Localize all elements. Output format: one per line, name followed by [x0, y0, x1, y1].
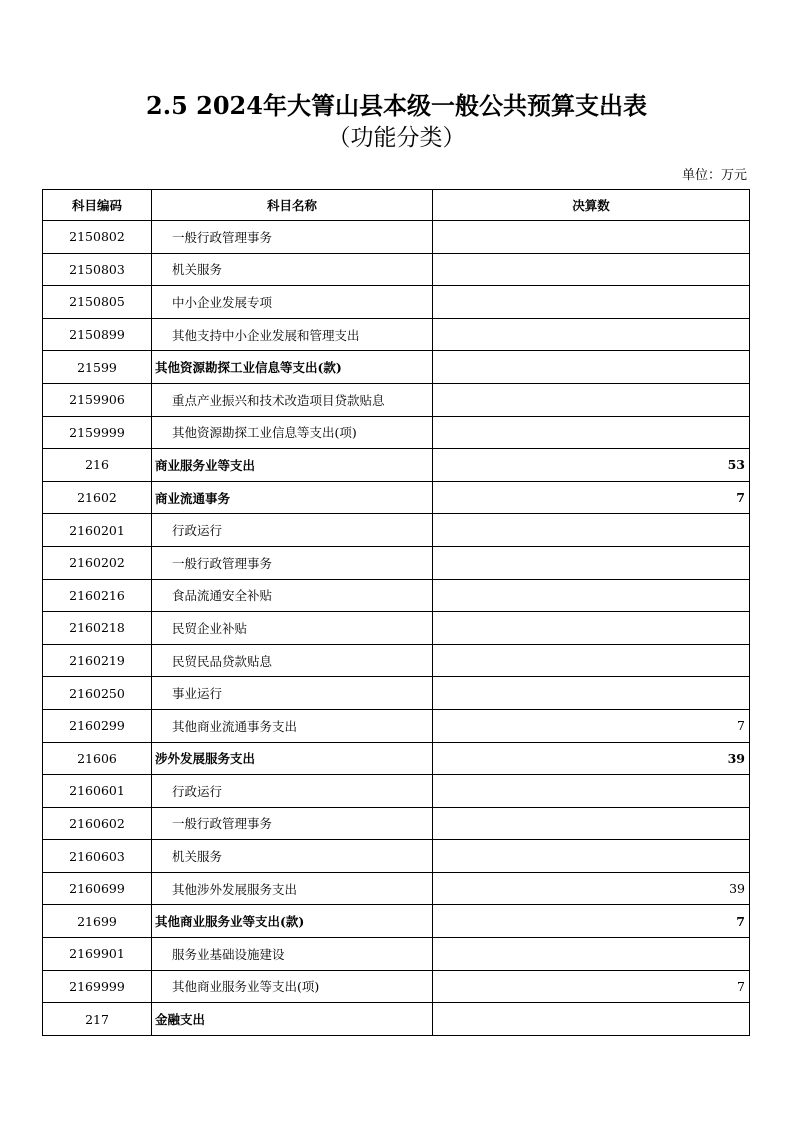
- table-row: [43, 286, 750, 319]
- amount-cell: [433, 383, 750, 416]
- name-cell: 商业流通事务: [152, 481, 433, 514]
- amount-cell: [433, 253, 750, 286]
- name-cell: 行政运行: [152, 775, 433, 808]
- name-cell: 食品流通安全补贴: [152, 579, 433, 612]
- amount-cell: 39: [433, 872, 750, 905]
- amount-cell: [433, 677, 750, 710]
- name-cell: 其他商业服务业等支出(项): [152, 970, 433, 1003]
- table-row: [43, 579, 750, 612]
- unit-label: 单位：万元: [681, 168, 747, 183]
- table-row: [43, 318, 750, 351]
- code-cell: 21606: [43, 742, 152, 775]
- amount-cell: [433, 221, 750, 254]
- amount-cell: [433, 514, 750, 547]
- code-cell: 2150805: [43, 286, 152, 319]
- amount-cell: [433, 318, 750, 351]
- name-cell: 金融支出: [152, 1003, 433, 1036]
- code-cell: 2160202: [43, 546, 152, 579]
- table-row: [43, 481, 750, 514]
- name-cell: 商业服务业等支出: [152, 449, 433, 482]
- code-cell: 216: [43, 449, 152, 482]
- table-row: [43, 253, 750, 286]
- code-cell: 21599: [43, 351, 152, 384]
- name-cell: 行政运行: [152, 514, 433, 547]
- amount-cell: 7: [433, 481, 750, 514]
- code-cell: 2159906: [43, 383, 152, 416]
- code-cell: 2160250: [43, 677, 152, 710]
- table-row: [43, 677, 750, 710]
- table-row: [43, 1003, 750, 1036]
- table-row: [43, 905, 750, 938]
- code-cell: 2160699: [43, 872, 152, 905]
- header-amount: 决算数: [433, 190, 750, 221]
- name-cell: 其他涉外发展服务支出: [152, 872, 433, 905]
- name-cell: 涉外发展服务支出: [152, 742, 433, 775]
- table-row: [43, 546, 750, 579]
- amount-cell: [433, 807, 750, 840]
- table-row: [43, 872, 750, 905]
- amount-cell: [433, 775, 750, 808]
- table-row: [43, 644, 750, 677]
- code-cell: 2169901: [43, 938, 152, 971]
- budget-table: [42, 189, 750, 1036]
- name-cell: 其他资源勘探工业信息等支出(款): [152, 351, 433, 384]
- page-subtitle: （功能分类）: [327, 125, 466, 151]
- header-code: 科目编码: [43, 190, 152, 221]
- name-cell: 事业运行: [152, 677, 433, 710]
- table-row: [43, 514, 750, 547]
- name-cell: 民贸企业补贴: [152, 612, 433, 645]
- code-cell: 2150803: [43, 253, 152, 286]
- code-cell: 217: [43, 1003, 152, 1036]
- code-cell: 2160601: [43, 775, 152, 808]
- name-cell: 中小企业发展专项: [152, 286, 433, 319]
- amount-cell: 7: [433, 970, 750, 1003]
- name-cell: 重点产业振兴和技术改造项目贷款贴息: [152, 383, 433, 416]
- table-row: [43, 416, 750, 449]
- code-cell: 2160299: [43, 709, 152, 742]
- code-cell: 21699: [43, 905, 152, 938]
- amount-cell: 7: [433, 709, 750, 742]
- table-row: [43, 221, 750, 254]
- table-row: [43, 938, 750, 971]
- amount-cell: [433, 1003, 750, 1036]
- header-name: 科目名称: [152, 190, 433, 221]
- name-cell: 其他资源勘探工业信息等支出(项): [152, 416, 433, 449]
- amount-cell: [433, 286, 750, 319]
- amount-cell: 39: [433, 742, 750, 775]
- name-cell: 其他商业流通事务支出: [152, 709, 433, 742]
- table-row: [43, 449, 750, 482]
- table-row: [43, 742, 750, 775]
- amount-cell: [433, 612, 750, 645]
- amount-cell: [433, 840, 750, 873]
- name-cell: 其他商业服务业等支出(款): [152, 905, 433, 938]
- table-row: [43, 775, 750, 808]
- table-row: [43, 807, 750, 840]
- table-header-row: [43, 190, 750, 221]
- code-cell: 2150899: [43, 318, 152, 351]
- amount-cell: 53: [433, 449, 750, 482]
- code-cell: 2159999: [43, 416, 152, 449]
- amount-cell: [433, 416, 750, 449]
- table-row: [43, 970, 750, 1003]
- amount-cell: [433, 938, 750, 971]
- code-cell: 2150802: [43, 221, 152, 254]
- amount-cell: 7: [433, 905, 750, 938]
- table-row: [43, 612, 750, 645]
- table-body: [43, 221, 750, 1036]
- amount-cell: [433, 579, 750, 612]
- table-row: [43, 840, 750, 873]
- code-cell: 2160603: [43, 840, 152, 873]
- amount-cell: [433, 351, 750, 384]
- name-cell: 其他支持中小企业发展和管理支出: [152, 318, 433, 351]
- code-cell: 2160201: [43, 514, 152, 547]
- code-cell: 2160218: [43, 612, 152, 645]
- table-row: [43, 383, 750, 416]
- name-cell: 一般行政管理事务: [152, 221, 433, 254]
- code-cell: 21602: [43, 481, 152, 514]
- amount-cell: [433, 644, 750, 677]
- code-cell: 2160219: [43, 644, 152, 677]
- table-row: [43, 351, 750, 384]
- name-cell: 一般行政管理事务: [152, 807, 433, 840]
- name-cell: 民贸民品贷款贴息: [152, 644, 433, 677]
- code-cell: 2160602: [43, 807, 152, 840]
- amount-cell: [433, 546, 750, 579]
- name-cell: 机关服务: [152, 840, 433, 873]
- table-row: [43, 709, 750, 742]
- code-cell: 2160216: [43, 579, 152, 612]
- name-cell: 服务业基础设施建设: [152, 938, 433, 971]
- name-cell: 机关服务: [152, 253, 433, 286]
- name-cell: 一般行政管理事务: [152, 546, 433, 579]
- code-cell: 2169999: [43, 970, 152, 1003]
- page-title: 2.5 2024年大箐山县本级一般公共预算支出表: [146, 91, 647, 120]
